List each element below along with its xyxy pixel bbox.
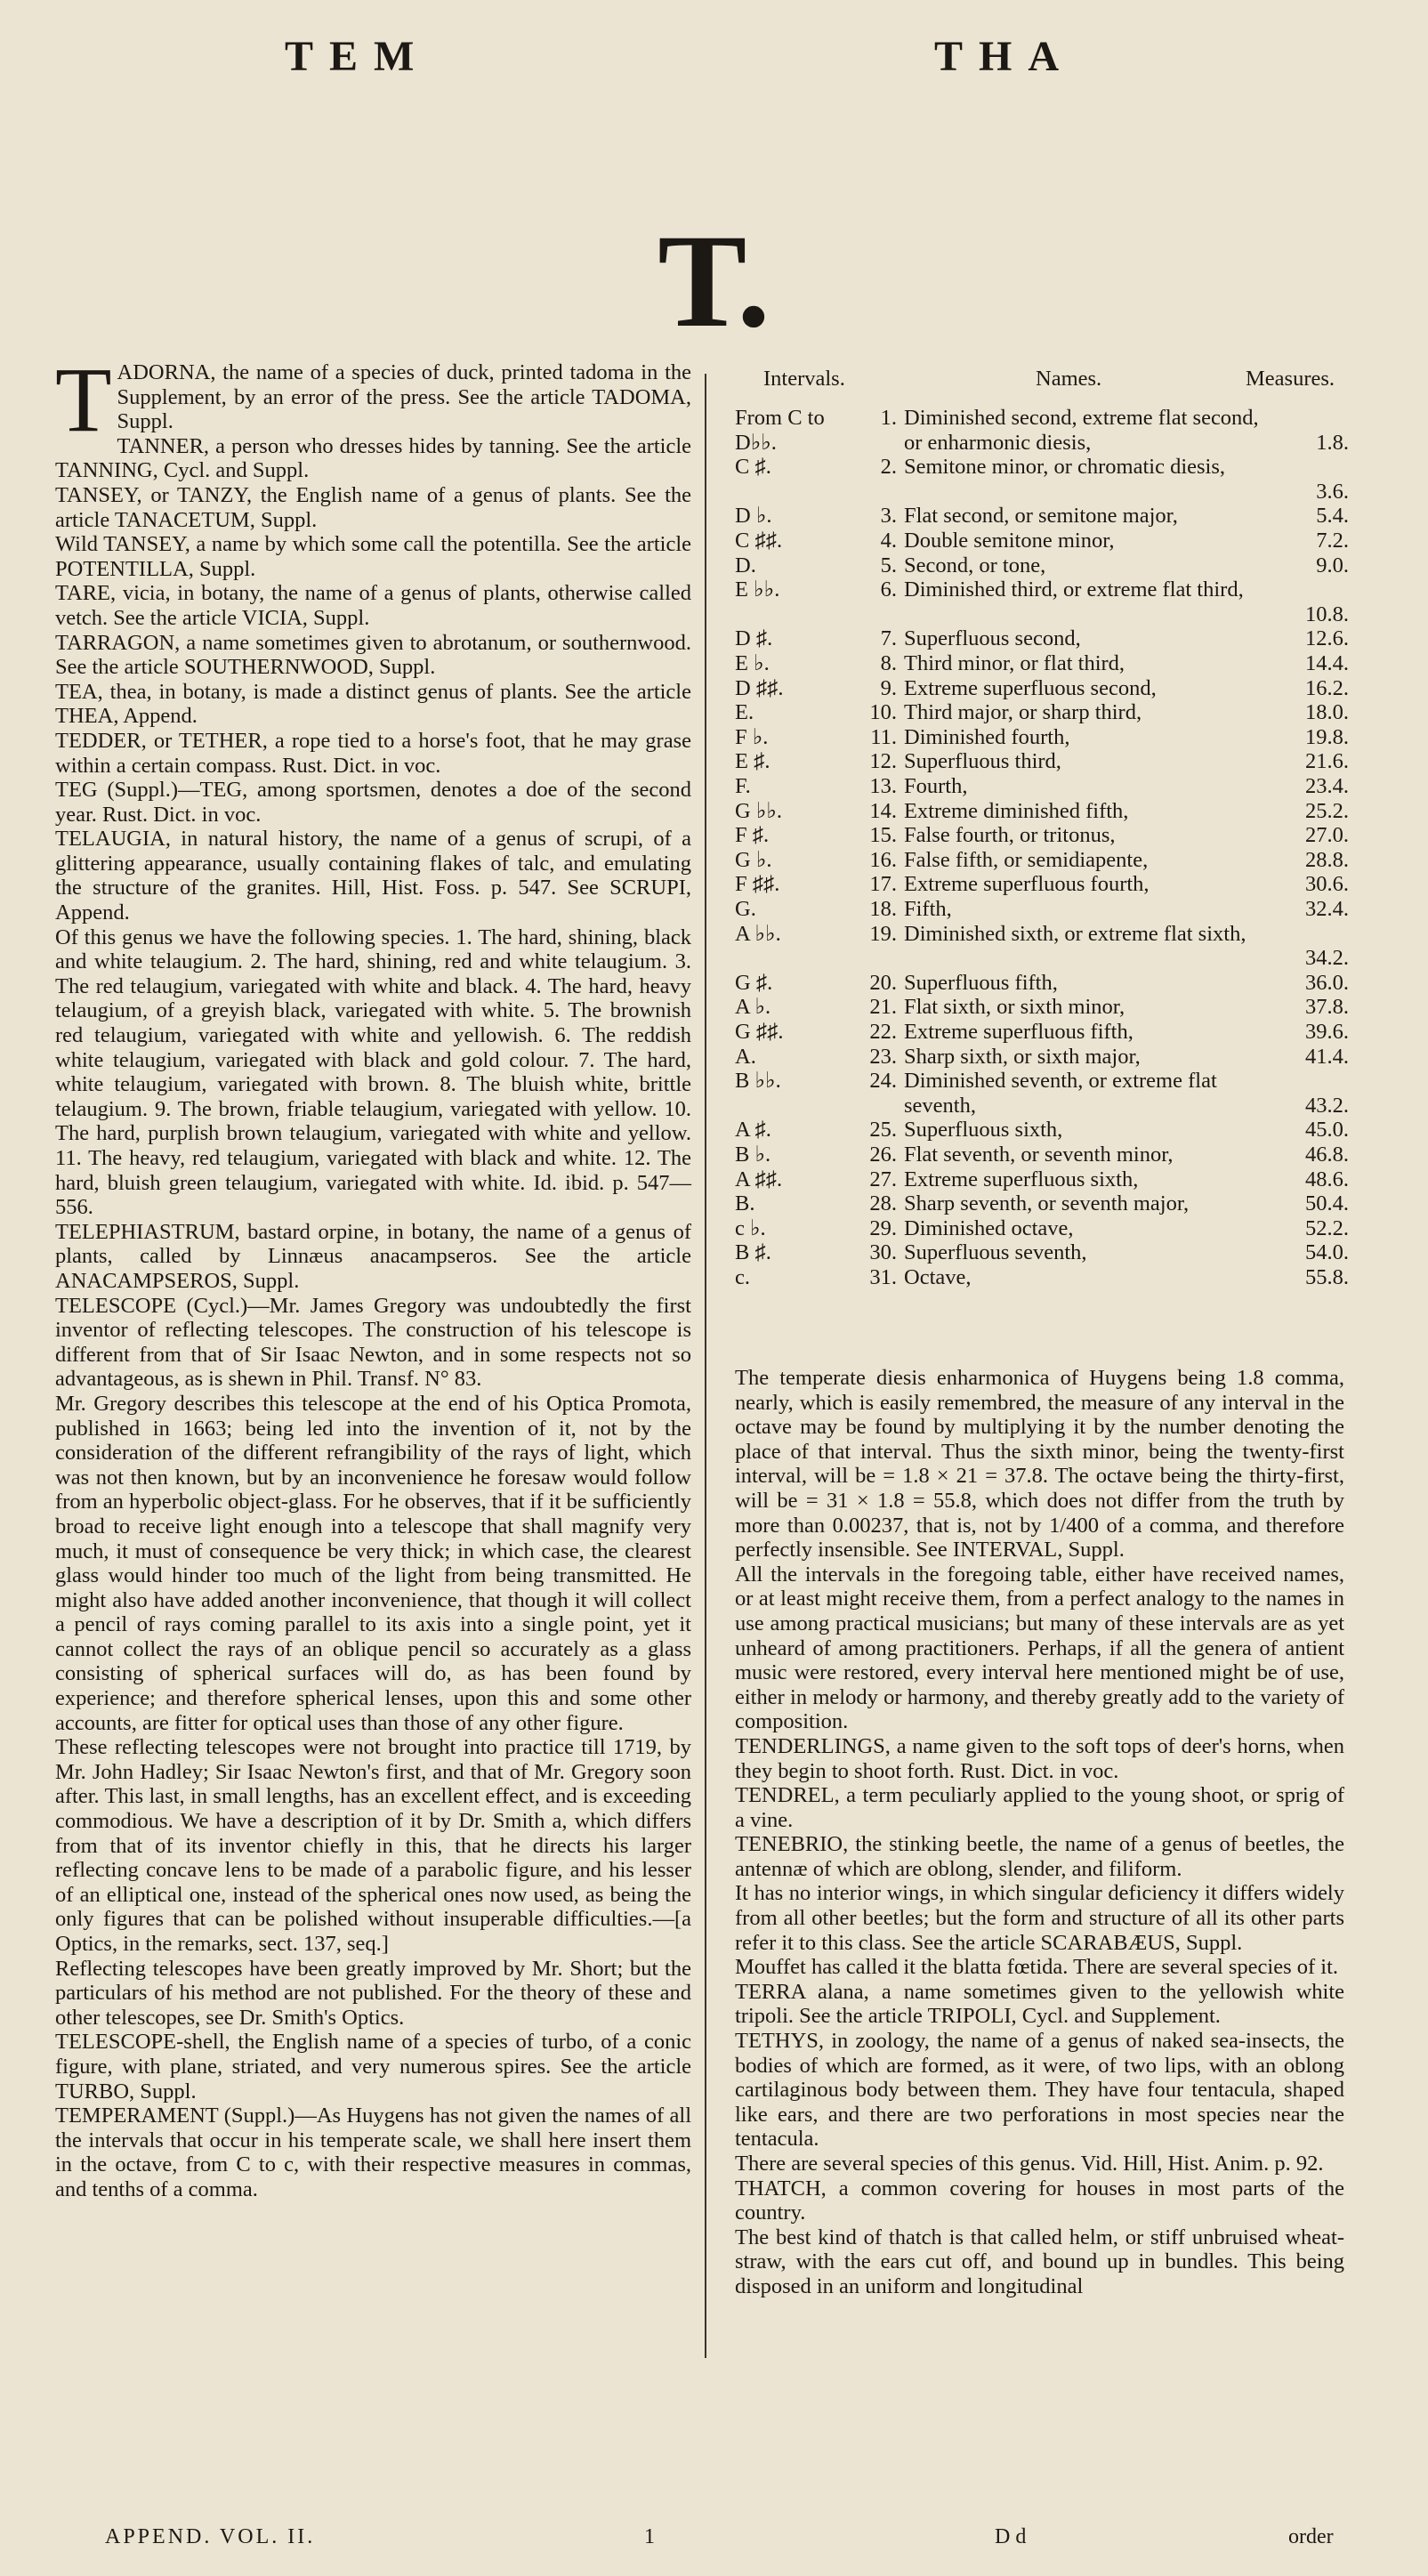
table-row [735, 553, 1349, 578]
table-cell-name: Extreme superfluous fourth, [904, 872, 1150, 897]
table-cell-name: Sharp seventh, or seventh major, [904, 1191, 1190, 1216]
table-cell-name: Diminished second, extreme flat second, or enharmonic diesis, [904, 406, 1259, 455]
table-cell-measure: 3.6. [1316, 479, 1349, 504]
footer-page-number: 1 [644, 2525, 655, 2548]
table-row [735, 971, 1349, 996]
table-row [735, 676, 1349, 701]
table-row [735, 872, 1349, 897]
running-head-right: THA [934, 33, 1076, 80]
table-row [735, 799, 1349, 824]
table-cell-measure: 39.6. [1305, 1020, 1349, 1044]
entry-tadorna: TADORNA, the name of a species of duck, printed tadoma in the Supplement, by an error of the press. See the article TADOMA, Suppl. [55, 349, 691, 451]
table-cell-note: G ♯. [735, 970, 773, 995]
table-cell-measure: 55.8. [1305, 1265, 1349, 1289]
table-cell-measure: 43.2. [1305, 1093, 1349, 1118]
table-cell-measure: 5.4. [1316, 504, 1349, 529]
table-cell-measure: 34.2. [1305, 946, 1349, 971]
table-row [735, 1265, 1349, 1290]
table-row [735, 749, 1349, 774]
table-row [735, 823, 1349, 848]
table-row [735, 577, 1349, 626]
table-cell-name: False fourth, or tritonus, [904, 823, 1116, 848]
table-cell-note: A ♭. [735, 995, 771, 1020]
table-cell-name: Superfluous third, [904, 749, 1061, 774]
table-cell-note: D ♯. [735, 626, 773, 651]
paragraph: It has no interior wings, in which singular deficiency it differs widely from all other beetles; but the form and structure of all its other parts refer it to this class. See the article SCARABÆUS, Suppl. [735, 1881, 1344, 1955]
table-cell-number: 25. [869, 1118, 897, 1143]
table-cell-number: 16. [869, 847, 897, 872]
entry: TENEBRIO, the stinking beetle, the name of a genus of beetles, the antennæ of which are oblong, slender, and filiform. [735, 1832, 1344, 1881]
paragraph: Mr. Gregory describes this telescope at the end of his Optica Promota, published in 1663; being led into the invention of it, not by the consideration of the different refrangibility of the rays of light, which was not then known, but by an inconvenience he foresaw would follow from an hyperbolic object-glass. For he observes, that if it be sufficiently broad to receive light enough into a telescope that shall magnify very much, it must of consequence be very thick; in which case, the clearest glass would hinder too much of the light from being transmitted. He might also have added another inconvenience, that though it will collect a pencil of rays coming parallel to its axis into a single point, yet it cannot collect the rays of an oblique pencil so accurately as a glass consisting of spherical surfaces will do, as has been found by experience; and therefore spherical lenses, upon this and some other accounts, are fitter for optical uses than those of any other figure. [55, 1391, 691, 1735]
table-row [735, 1216, 1349, 1241]
section-letter: T. [658, 207, 770, 355]
paragraph: Of this genus we have the following species. 1. The hard, shining, black and white telaugium. 2. The hard, shining, red and white telaugium. 3. The red telaugium, variegated with white and black. 4. The hard, heavy telaugium, of a greyish black, variegated with white. 5. The brownish red telaugium, variegated with white and yellowish. 6. The reddish white telaugium, variegated with black and gold colour. 7. The hard, white telaugium, variegated with brown. 8. The bluish white, brittle telaugium. 9. The brown, friable telaugium, variegated with yellow. 10. The hard, purplish brown telaugium, variegated with white and yellow. 11. The heavy, red telaugium, variegated with black and white. 12. The hard, bluish green telaugium, variegated with white. Id. ibid. p. 547—556. [55, 925, 691, 1220]
table-cell-measure: 54.0. [1305, 1240, 1349, 1265]
running-head-left: TEM [285, 33, 431, 80]
table-cell-note: F ♭. [735, 724, 769, 749]
table-row [735, 897, 1349, 922]
paragraph: There are several species of this genus. Vid. Hill, Hist. Anim. p. 92. [735, 2152, 1324, 2176]
table-cell-name: Sharp sixth, or sixth major, [904, 1044, 1141, 1069]
table-row [735, 700, 1349, 725]
paragraph: All the intervals in the foregoing table, either have received names, or at least might receive them, from a perfect analogy to the names in use among practical musicians; but many of these intervals are as yet unheard of among practitioners. Perhaps, if all the genera of antient music were restored, every interval here mentioned might be of use, either in melody or harmony, and thereby greatly add to the variety of composition. [735, 1562, 1344, 1734]
table-cell-measure: 28.8. [1305, 847, 1349, 872]
table-cell-note: D ♭. [735, 504, 772, 529]
table-header-measures: Measures. [1246, 367, 1335, 391]
table-cell-number: 8. [880, 651, 897, 675]
table-cell-number: 21. [869, 995, 897, 1020]
table-cell-name: Third major, or sharp third, [904, 700, 1142, 725]
table-cell-name: Extreme superfluous fifth, [904, 1020, 1134, 1044]
table-row [735, 406, 1349, 455]
table-cell-name: Flat sixth, or sixth minor, [904, 995, 1125, 1020]
table-cell-measure: 45.0. [1305, 1118, 1349, 1143]
table-cell-measure: 37.8. [1305, 995, 1349, 1020]
table-cell-number: 5. [880, 553, 897, 577]
table-cell-number: 10. [869, 700, 897, 725]
table-cell-measure: 18.0. [1305, 700, 1349, 725]
paragraph: The temperate diesis enharmonica of Huygens being 1.8 comma, nearly, which is easily remembred, the measure of any interval in the octave may be found by multiplying it by the number denoting the place of that interval. Thus the sixth minor, being the twenty-first interval, will be = 1.8 × 21 = 37.8. The octave being the thirty-first, will be = 31 × 1.8 = 55.8, which does not differ from the truth by more than 0.00237, that is, not by 1/400 of a comma, and therefore perfectly insensible. See INTERVAL, Suppl. [735, 1366, 1344, 1563]
entry: TEA, thea, in botany, is made a distinct genus of plants. See the article THEA, Append. [55, 679, 691, 729]
table-cell-name: Superfluous second, [904, 626, 1081, 651]
table-cell-name: Flat seventh, or seventh minor, [904, 1143, 1174, 1167]
table-cell-name: Double semitone minor, [904, 529, 1115, 553]
table-cell-number: 17. [869, 872, 897, 897]
table-cell-note: From C to D♭♭. [735, 406, 825, 455]
table-cell-measure: 30.6. [1305, 872, 1349, 897]
table-cell-note: G ♯♯. [735, 1020, 784, 1044]
table-cell-name: Semitone minor, or chromatic diesis, [904, 455, 1226, 480]
entry: TANSEY, or TANZY, the English name of a genus of plants. See the article TANACETUM, Suppl. [55, 482, 691, 532]
table-cell-note: F. [735, 774, 751, 798]
table-cell-note: A. [735, 1044, 756, 1069]
table-cell-measure: 27.0. [1305, 823, 1349, 848]
footer-volume: APPEND. VOL. II. [105, 2525, 316, 2548]
table-cell-name: Extreme superfluous second, [904, 675, 1157, 700]
table-header-names: Names. [1036, 367, 1102, 391]
table-row [735, 626, 1349, 651]
table-cell-number: 6. [880, 577, 897, 602]
table-cell-note: D. [735, 553, 756, 577]
entry: TANNER, a person who dresses hides by tanning. See the article TANNING, Cycl. and Suppl. [55, 433, 691, 483]
table-cell-measure: 52.2. [1305, 1215, 1349, 1240]
entry: Wild TANSEY, a name by which some call the potentilla. See the article POTENTILLA, Suppl. [55, 532, 691, 581]
table-cell-note: B ♯. [735, 1240, 771, 1265]
table-cell-measure: 10.8. [1305, 602, 1349, 626]
table-cell-note: G ♭♭. [735, 798, 783, 823]
table-row [735, 848, 1349, 873]
table-cell-note: A ♯♯. [735, 1167, 783, 1191]
table-cell-note: B. [735, 1191, 755, 1216]
footer-signature: Dd [995, 2525, 1032, 2548]
table-cell-number: 2. [880, 455, 897, 480]
table-cell-note: A ♯. [735, 1118, 771, 1143]
table-cell-measure: 41.4. [1305, 1044, 1349, 1069]
table-cell-number: 31. [869, 1265, 897, 1289]
table-cell-measure: 1.8. [1316, 430, 1349, 455]
table-cell-number: 12. [869, 749, 897, 774]
table-cell-measure: 9.0. [1316, 553, 1349, 577]
table-row [735, 1069, 1349, 1118]
table-header-intervals: Intervals. [763, 367, 845, 391]
entry: TARE, vicia, in botany, the name of a genus of plants, otherwise called vetch. See the article VICIA, Suppl. [55, 581, 691, 630]
table-cell-name: Extreme superfluous sixth, [904, 1167, 1139, 1191]
table-cell-number: 20. [869, 970, 897, 995]
table-cell-number: 13. [869, 774, 897, 798]
table-cell-measure: 25.2. [1305, 798, 1349, 823]
table-cell-number: 29. [869, 1215, 897, 1240]
table-cell-number: 26. [869, 1143, 897, 1167]
table-cell-name: Diminished third, or extreme flat third, [904, 577, 1244, 602]
entry: TELESCOPE-shell, the English name of a species of turbo, of a conic figure, with plane, striated, and very numerous spires. See the article TURBO, Suppl. [55, 2030, 691, 2104]
table-cell-note: D ♯♯. [735, 675, 784, 700]
table-cell-name: Diminished sixth, or extreme flat sixth, [904, 921, 1246, 946]
table-cell-number: 22. [869, 1020, 897, 1044]
table-cell-measure: 50.4. [1305, 1191, 1349, 1216]
table-cell-measure: 19.8. [1305, 724, 1349, 749]
table-cell-name: Fifth, [904, 897, 952, 921]
table-cell-number: 14. [869, 798, 897, 823]
entry: TETHYS, in zoology, the name of a genus of naked sea-insects, the bodies of which are formed, as it were, of two lips, with an oblong cartilaginous body between them. They have four tentacula, shaped like ears, and there are two perforations in most species near the tentacula. [735, 2029, 1344, 2152]
table-cell-note: E ♭♭. [735, 577, 780, 602]
table-row [735, 1118, 1349, 1143]
table-cell-name: Superfluous seventh, [904, 1240, 1087, 1265]
table-row [735, 651, 1349, 676]
table-cell-note: B ♭♭. [735, 1069, 781, 1094]
table-cell-name: Superfluous sixth, [904, 1118, 1063, 1143]
table-row [735, 455, 1349, 504]
table-cell-measure: 48.6. [1305, 1167, 1349, 1191]
table-row [735, 1143, 1349, 1167]
entry: TEG (Suppl.)—TEG, among sportsmen, denotes a doe of the second year. Rust. Dict. in voc. [55, 778, 691, 827]
table-cell-name: Third minor, or flat third, [904, 651, 1125, 675]
table-cell-name: Superfluous fifth, [904, 970, 1058, 995]
table-cell-note: F ♯♯. [735, 872, 780, 897]
table-cell-name: Diminished seventh, or extreme flat seventh, [904, 1069, 1217, 1118]
table-row [735, 725, 1349, 750]
table-row [735, 1191, 1349, 1216]
table-cell-note: A ♭♭. [735, 921, 781, 946]
table-cell-number: 11. [870, 724, 897, 749]
table-cell-number: 27. [869, 1167, 897, 1191]
paragraph: These reflecting telescopes were not brought into practice till 1719, by Mr. John Hadley; Sir Isaac Newton's first, and that of Mr. Gregory soon after. This last, in small lengths, has an excellent effect, and is exceeding commodious. We have a description of it by Dr. Smith a, which differs from that of its inventor chiefly in this, that he directs his larger reflecting concave lens to be made of a parabolic figure, and his lesser of an elliptical one, instead of the spherical ones now used, as being the only figures that can be polished without insuperable difficulties.—[a Optics, in the remarks, sect. 137, seq.] [55, 1735, 691, 1956]
table-row [735, 995, 1349, 1020]
table-cell-note: E ♯. [735, 749, 770, 774]
table-cell-measure: 36.0. [1305, 970, 1349, 995]
table-cell-measure: 16.2. [1305, 675, 1349, 700]
footer-catchword: order [1288, 2525, 1334, 2548]
table-cell-number: 19. [869, 921, 897, 946]
right-column [735, 1366, 1344, 2299]
table-row [735, 1045, 1349, 1070]
table-cell-note: G ♭. [735, 847, 772, 872]
paragraph: Mouffet has called it the blatta fœtida. There are several species of it. [735, 1955, 1339, 1980]
table-cell-note: c ♭. [735, 1215, 766, 1240]
table-cell-note: B ♭. [735, 1143, 771, 1167]
table-cell-note: E ♭. [735, 651, 770, 675]
table-cell-note: c. [735, 1265, 750, 1289]
table-cell-name: Flat second, or semitone major, [904, 504, 1178, 529]
table-row [735, 922, 1349, 971]
table-cell-measure: 23.4. [1305, 774, 1349, 798]
entry: TELESCOPE (Cycl.)—Mr. James Gregory was undoubtedly the first inventor of reflecting telescopes. The construction of his telescope is different from that of Sir Isaac Newton, and in some respects not so advantageous, as is shewn in Phil. Transf. N° 83. [55, 1293, 691, 1392]
table-row [735, 1167, 1349, 1192]
table-cell-number: 30. [869, 1240, 897, 1265]
left-column [55, 349, 691, 2202]
table-cell-name: Extreme diminished fifth, [904, 798, 1129, 823]
table-cell-number: 4. [880, 529, 897, 553]
column-rule [705, 374, 706, 2358]
table-cell-name: Fourth, [904, 774, 968, 798]
entry: TENDREL, a term peculiarly applied to the young shoot, or sprig of a vine. [735, 1783, 1344, 1832]
entry: TEDDER, or TETHER, a rope tied to a horse's foot, that he may grase within a certain compass. Rust. Dict. in voc. [55, 728, 691, 778]
table-cell-number: 18. [869, 897, 897, 921]
table-cell-number: 23. [869, 1044, 897, 1069]
table-cell-number: 7. [880, 626, 897, 651]
table-row [735, 529, 1349, 553]
entry: TENDERLINGS, a name given to the soft tops of deer's horns, when they begin to shoot forth. Rust. Dict. in voc. [735, 1733, 1344, 1783]
entry: TELEPHIASTRUM, bastard orpine, in botany, the name of a genus of plants, called by Linnæus anacampseros. See the article ANACAMPSEROS, Suppl. [55, 1219, 691, 1293]
table-cell-name: Diminished fourth, [904, 724, 1070, 749]
entry: TEMPERAMENT (Suppl.)—As Huygens has not given the names of all the intervals that occur in his temperate scale, we shall here insert them in the octave, from C to c, with their respective measures in commas, and tenths of a comma. [55, 2104, 691, 2201]
table-cell-measure: 7.2. [1316, 529, 1349, 553]
table-cell-note: G. [735, 897, 756, 921]
table-cell-number: 24. [869, 1069, 897, 1094]
table-cell-name: Octave, [904, 1265, 972, 1289]
paragraph: Reflecting telescopes have been greatly improved by Mr. Short; but the particulars of his method are not published. For the theory of these and other telescopes, see Dr. Smith's Optics. [55, 1956, 691, 2030]
table-cell-note: C ♯. [735, 455, 771, 480]
drop-cap: T [55, 349, 112, 451]
paragraph: The best kind of thatch is that called helm, or stiff unbruised wheat-straw, with the ears cut off, and bound up in bundles. This being disposed in an uniform and longitudinal [735, 2225, 1344, 2298]
entry: THATCH, a common covering for houses in most parts of the country. [735, 2176, 1344, 2225]
table-cell-measure: 14.4. [1305, 651, 1349, 675]
entry: TELAUGIA, in natural history, the name of a genus of scrupi, of a glittering appearance, usually containing flakes of talc, and emulating the structure of the granites. Hill, Hist. Foss. p. 547. See SCRUPI, Append. [55, 827, 691, 925]
table-row [735, 774, 1349, 799]
table-cell-number: 28. [869, 1191, 897, 1216]
entry: TARRAGON, a name sometimes given to abrotanum, or southernwood. See the article SOUTHERNWOOD, Suppl. [55, 630, 691, 680]
table-cell-measure: 21.6. [1305, 749, 1349, 774]
table-row [735, 1020, 1349, 1045]
table-cell-number: 15. [869, 823, 897, 848]
table-cell-name: Second, or tone, [904, 553, 1046, 577]
table-cell-note: C ♯♯. [735, 529, 783, 553]
table-cell-name: False fifth, or semidiapente, [904, 847, 1149, 872]
table-cell-measure: 12.6. [1305, 626, 1349, 651]
table-cell-note: F ♯. [735, 823, 770, 848]
table-cell-name: Diminished octave, [904, 1215, 1074, 1240]
table-cell-note: E. [735, 700, 754, 725]
table-cell-number: 9. [880, 675, 897, 700]
entry: TERRA alana, a name sometimes given to the yellowish white tripoli. See the article TRIPOLI, Cycl. and Supplement. [735, 1979, 1344, 2029]
table-cell-measure: 46.8. [1305, 1143, 1349, 1167]
table-cell-measure: 32.4. [1305, 897, 1349, 921]
table-cell-number: 1. [880, 406, 897, 430]
table-cell-number: 3. [880, 504, 897, 529]
table-row [735, 504, 1349, 529]
table-row [735, 1240, 1349, 1265]
